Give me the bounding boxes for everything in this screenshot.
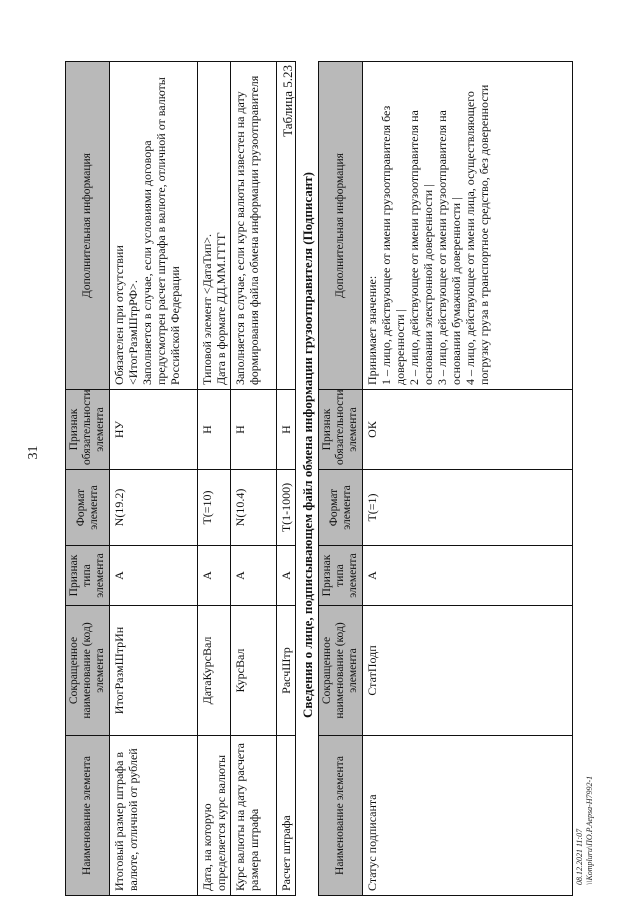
info-line: Заполняется в случае, если курс валюты известен на дату формирования файла обмена информации грузоотправителя bbox=[233, 75, 261, 385]
header-cell: Формат элемента bbox=[66, 470, 110, 546]
table-row bbox=[110, 62, 198, 896]
element-info bbox=[363, 62, 573, 390]
element-info bbox=[110, 62, 198, 390]
header-cell: Формат элемента bbox=[319, 470, 363, 546]
header-cell: Признак типа элемента bbox=[319, 546, 363, 606]
table-penalty bbox=[65, 61, 296, 896]
table-row bbox=[363, 62, 573, 896]
element-required: Н bbox=[198, 390, 231, 470]
element-required: Н bbox=[277, 390, 296, 470]
element-format: T(=10) bbox=[198, 470, 231, 546]
header-cell: Сокращенное наименование (код) элемента bbox=[66, 606, 110, 736]
element-info bbox=[231, 62, 277, 390]
element-required: НУ bbox=[110, 390, 198, 470]
header-cell: Наименование элемента bbox=[66, 736, 110, 896]
info-line: Типовой элемент <ДатаТип>. bbox=[200, 233, 214, 385]
document-footer bbox=[575, 776, 595, 885]
element-type: А bbox=[363, 546, 573, 606]
info-line: 2 – лицо, действующее от имени грузоотправителя на основании электронной доверенности | bbox=[407, 110, 435, 385]
element-code: КурсВал bbox=[231, 606, 277, 736]
header-cell: Дополнительная информация bbox=[319, 62, 363, 390]
element-name: Итоговый размер штрафа в валюте, отличной от рублей bbox=[110, 736, 198, 896]
header-cell: Признак обязательности элемента bbox=[66, 390, 110, 470]
element-format: N(10.4) bbox=[231, 470, 277, 546]
table-caption: Таблица 5.23 bbox=[280, 65, 295, 137]
element-format: T(1-1000) bbox=[277, 470, 296, 546]
table-row bbox=[198, 62, 231, 896]
element-required: ОК bbox=[363, 390, 573, 470]
element-info bbox=[198, 62, 231, 390]
header-cell: Признак обязательности элемента bbox=[319, 390, 363, 470]
table-signer bbox=[318, 61, 573, 896]
table-row bbox=[231, 62, 277, 896]
header-cell: Наименование элемента bbox=[319, 736, 363, 896]
element-name: Дата, на которую определяется курс валюты bbox=[198, 736, 231, 896]
element-type: А bbox=[110, 546, 198, 606]
element-format: T(=1) bbox=[363, 470, 573, 546]
footer-path: \\Kompluru\ПО.P.Aepsa-H7992-1 bbox=[585, 775, 594, 885]
info-line: <ИтогРазмШтрРФ>. bbox=[126, 280, 140, 385]
page-number: 31 bbox=[26, 445, 41, 460]
table-header-row bbox=[319, 62, 363, 896]
info-line: Заполняется в случае, если условиями договора предусмотрен расчет штрафа в валюте, отличной от валюты Российской Федерации bbox=[140, 77, 182, 385]
info-line: Обязателен при отсутствии bbox=[112, 245, 126, 385]
section-title: Сведения о лице, подписывающем файл обмена информации грузоотправителя (Подписант) bbox=[300, 172, 315, 718]
table-header-row bbox=[66, 62, 110, 896]
element-format: N(19.2) bbox=[110, 470, 198, 546]
element-type: А bbox=[198, 546, 231, 606]
info-line: Принимает значение: bbox=[365, 275, 379, 385]
element-required: Н bbox=[231, 390, 277, 470]
element-code: ИтогРазмШтрИн bbox=[110, 606, 198, 736]
footer-date: 08.12.2021 11:07 bbox=[575, 828, 584, 885]
header-cell: Сокращенное наименование (код) элемента bbox=[319, 606, 363, 736]
element-type: А bbox=[231, 546, 277, 606]
element-name: Курс валюты на дату расчета размера штрафа bbox=[231, 736, 277, 896]
info-line: 3 – лицо, действующее от имени грузоотправителя на основании бумажной доверенности | bbox=[435, 110, 463, 385]
element-code: СтатПодп bbox=[363, 606, 573, 736]
element-code: ДатаКурсВал bbox=[198, 606, 231, 736]
element-name: Расчет штрафа bbox=[277, 736, 296, 896]
info-line: 4 – лицо, действующее от имени лица, осуществляющего погрузку груза в транспортное средство, без доверенности bbox=[463, 84, 491, 385]
element-code: РасчШтр bbox=[277, 606, 296, 736]
info-line: Дата в формате ДД.ММ.ГГГГ bbox=[214, 232, 228, 385]
element-type: А bbox=[277, 546, 296, 606]
info-line: 1 – лицо, действующее от имени грузоотправителя без доверенности | bbox=[379, 105, 407, 385]
header-cell: Признак типа элемента bbox=[66, 546, 110, 606]
element-name: Статус подписанта bbox=[363, 736, 573, 896]
header-cell: Дополнительная информация bbox=[66, 62, 110, 390]
